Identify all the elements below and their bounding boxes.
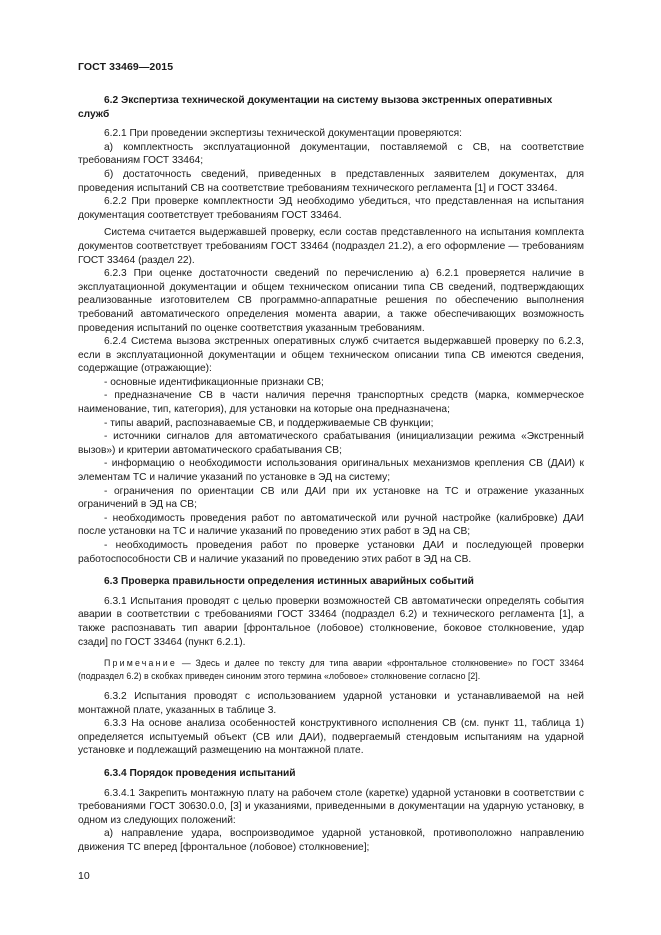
list-item: - информацию о необходимости использования оригинальных механизмов крепления СВ (ДАИ) к элементам ТС и наличие указаний по установке в ЭД на систему; (78, 458, 584, 484)
note (78, 657, 584, 682)
page-number: 10 (78, 870, 90, 882)
section-6-3-4-title: 6.3.4 Порядок проведения испытаний (104, 767, 296, 779)
paragraph: 6.3.3 На основе анализа особенностей конструктивного исполнения СВ (см. пункт 11, таблица 1) определяется испытуемый объект (СВ или ДАИ), подвергаемый стендовым испытаниям на ударной установке и подлежащий размещению на монтажной плате. (78, 718, 584, 757)
note-text: — Здесь и далее по тексту для типа аварии «фронтальное столкновение» по ГОСТ 33464 (подраздел 6.2) в скобках приведен синоним этого термина «лобовое» столкновение согласно [2]. (78, 658, 584, 681)
paragraph: 6.2.3 При оценке достаточности сведений по перечислению а) 6.2.1 проверяется наличие в эксплуатационной документации и общем техническом описании типа СВ сведений, подтверждающих реализованные изготовителем СВ программно-аппаратные решения по обеспечению выполнения требований автоматического определения момента аварии, а также обеспечивающих возможность проведения испытаний по оценке соответствия указанным требованиям. (78, 268, 584, 334)
paragraph: 6.2.2 При проверке комплектности ЭД необходимо убедиться, что представленная на испытания документация соответствует требованиям ГОСТ 33464. (78, 196, 584, 221)
section-6-2-title: 6.2 Экспертиза технической документации на систему вызова экстренных оперативных служб (78, 95, 553, 120)
list-item: - необходимость проведения работ по проверке установки ДАИ и последующей проверки работоспособности СВ и наличие указаний по проведению этих работ в ЭД на СВ. (78, 540, 584, 565)
paragraph: 6.3.2 Испытания проводят с использованием ударной установки и устанавливаемой на ней монтажной плате, указанных в таблице 3. (78, 690, 584, 716)
list-item: - необходимость проведения работ по автоматической или ручной настройке (калибровке) ДАИ после установки на ТС и наличие указаний по проведению этих работ в ЭД на СВ; (78, 512, 584, 538)
paragraph: 6.3.4.1 Закрепить монтажную плату на рабочем столе (каретке) ударной установки в соответствии с требованиями ГОСТ 30630.0.0, [3] и указаниями, приведенными в документации на ударную установку, в одном из следующих положений: (78, 787, 584, 826)
paragraph: 6.2.4 Система вызова экстренных оперативных служб считается выдержавшей проверку по 6.2.3, если в эксплуатационной документации и общем техническом описании типа СВ имеются сведения, содержащие (отражающие): (78, 336, 584, 375)
list-item: - ограничения по ориентации СВ или ДАИ при их установке на ТС и отражение указанных ограничений в ЭД на СВ; (78, 485, 584, 511)
note-label: Примечание (104, 658, 177, 669)
paragraph: а) комплектность эксплуатационной документации, поставляемой с СВ, на соответствие требованиям ГОСТ 33464; (78, 141, 584, 167)
paragraph: Система считается выдержавшей проверку, если состав представленного на испытания комплекта документов соответствует требованиям ГОСТ 33464 (подраздел 21.2), а его оформление — требованиям ГОСТ 33464 (раздел 22). (78, 227, 584, 266)
page-content (78, 94, 584, 855)
paragraph: 6.3.1 Испытания проводят с целью проверки возможностей СВ автоматически определять события аварии в соответствии с требованиями ГОСТ 33464 (подраздел 6.2) и технического регламента [1], а также распознавать тип аварии [фронтальное (лобовое) столкновение, боковое столкновение, удар сзади] по ГОСТ 33464 (пункт 6.2.1). (78, 595, 584, 648)
document-code-header: ГОСТ 33469—2015 (78, 61, 174, 73)
list-item: - источники сигналов для автоматического срабатывания (инициализации режима «Экстренный вызов») и критерии автоматического срабатывания СВ; (78, 431, 584, 456)
list-item: - типы аварий, распознаваемые СВ, и поддерживаемые СВ функции; (104, 417, 434, 429)
paragraph: 6.2.1 При проведении экспертизы технической документации проверяются: (104, 128, 462, 140)
section-6-3-title: 6.3 Проверка правильности определения истинных аварийных событий (104, 576, 474, 588)
paragraph: б) достаточность сведений, приведенных в представленных заявителем документах, для проведения испытаний СВ на соответствие требованиям технического регламента [1] и ГОСТ 33464. (78, 168, 584, 194)
list-item: - предназначение СВ в части наличия перечня транспортных средств (марка, коммерческое наименование, тип, категория), для установки на которые она предназначена; (78, 390, 584, 416)
list-item: - основные идентификационные признаки СВ; (104, 376, 324, 388)
paragraph: а) направление удара, воспроизводимое ударной установкой, противоположно направлению движения ТС вперед [фронтальное (лобовое) столкновение]; (78, 828, 584, 853)
